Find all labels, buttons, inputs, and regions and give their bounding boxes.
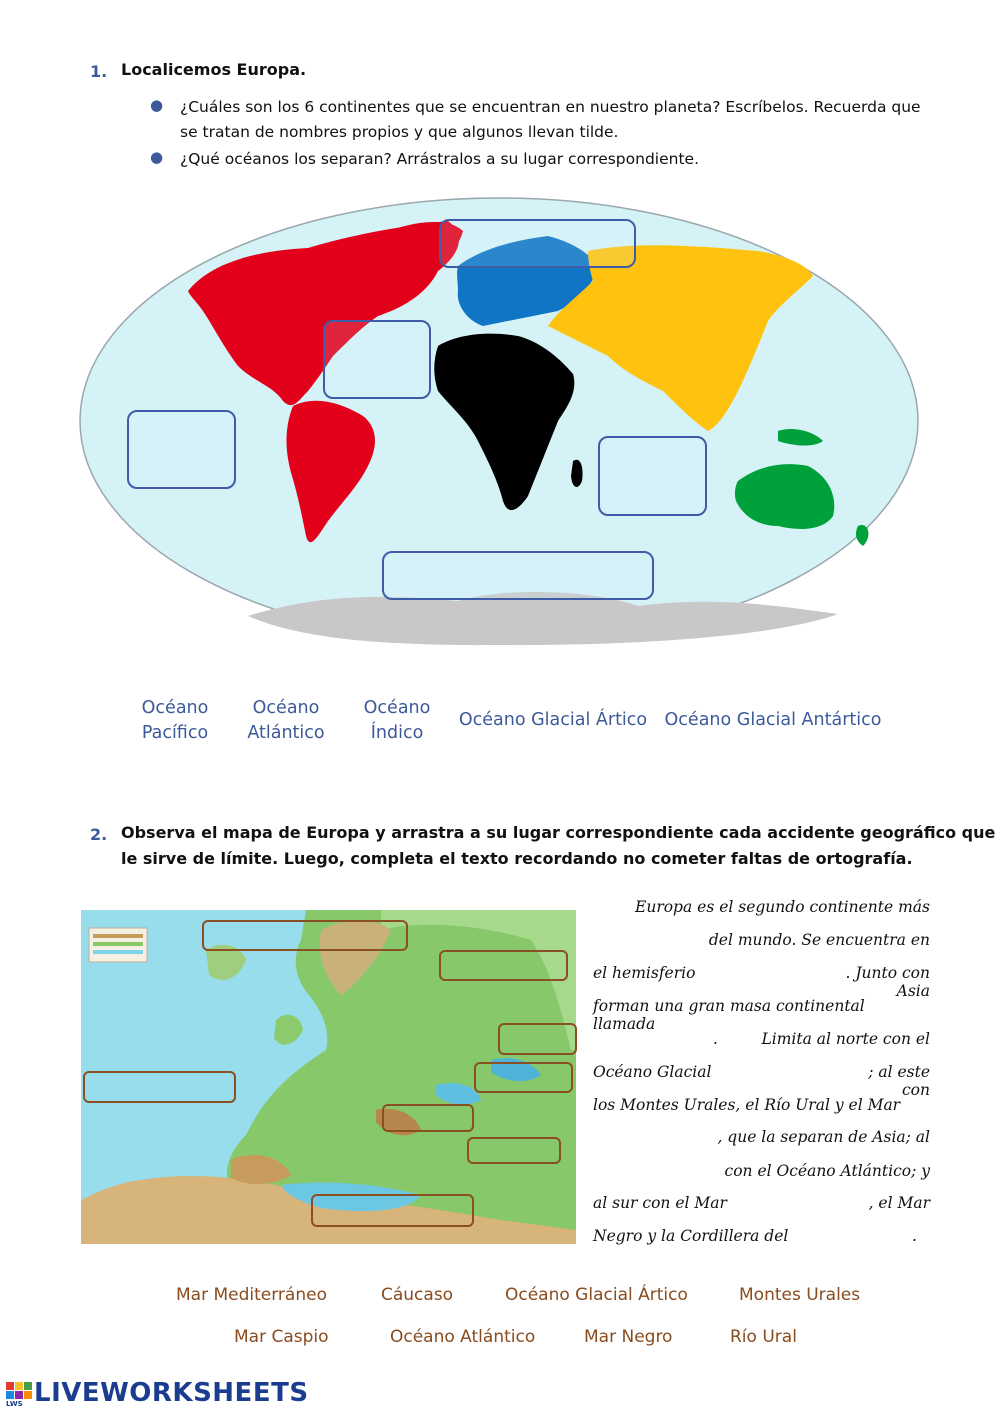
story-line-10a: al sur con el Mar — [593, 1194, 727, 1212]
story-line-3b: . Junto con Asia — [845, 964, 930, 1000]
word-line: Pacífico — [141, 723, 209, 743]
drop-zone-arctic[interactable] — [439, 219, 636, 268]
bullet-dot: ● — [150, 148, 164, 166]
new-zealand-shape — [856, 525, 868, 546]
blank-input-caspian[interactable] — [593, 1128, 715, 1152]
draggable-mar-mediterraneo[interactable]: Mar Mediterráneo — [176, 1285, 327, 1305]
draggable-rio-ural[interactable]: Río Ural — [730, 1327, 797, 1347]
draggable-ocean-glacial-artico[interactable]: Océano Glacial Ártico — [458, 710, 648, 730]
blank-input-supercontinent[interactable] — [593, 1030, 712, 1054]
story-line-2: del mundo. Se encuentra en — [708, 931, 930, 949]
draggable-ocean-atlantic[interactable] — [236, 696, 336, 746]
drop-zone-rio-ural[interactable] — [498, 1023, 577, 1055]
story-line-7: los Montes Urales, el Río Ural y el Mar — [593, 1096, 901, 1114]
word-line: Atlántico — [247, 723, 325, 743]
drop-zone-antarctic[interactable] — [382, 551, 654, 600]
question-number-1: 1. — [90, 62, 108, 81]
draggable-caucaso[interactable]: Cáucaso — [381, 1285, 454, 1305]
drop-zone-montes-urales[interactable] — [439, 950, 568, 981]
drop-zone-caucaso[interactable] — [467, 1137, 561, 1164]
drop-zone-mar-negro[interactable] — [382, 1104, 474, 1132]
question-title-2a: Observa el mapa de Europa y arrastra a su lugar correspondiente cada accidente geográfico que — [121, 823, 996, 842]
liveworksheets-logo-mark — [6, 1382, 32, 1408]
word-line: Océano — [252, 698, 320, 718]
madagascar-shape — [571, 460, 583, 487]
blank-input-size[interactable] — [600, 931, 716, 955]
draggable-ocean-indian[interactable] — [347, 696, 447, 746]
story-line-4: forman una gran masa continental llamada — [593, 997, 865, 1033]
drop-zone-indian[interactable] — [598, 436, 707, 516]
story-line-8: , que la separan de Asia; al — [717, 1128, 930, 1146]
story-line-6b: ; al este con — [868, 1063, 930, 1099]
question-title-1: Localicemos Europa. — [121, 60, 307, 79]
legend-swatch — [93, 950, 143, 954]
draggable-oceano-atlantico[interactable]: Océano Atlántico — [390, 1327, 536, 1347]
blank-input-caucasus[interactable] — [797, 1227, 911, 1251]
draggable-ocean-glacial-antartico[interactable]: Océano Glacial Antártico — [664, 710, 882, 730]
drop-zone-pacific[interactable] — [127, 410, 236, 489]
blank-input-hemisphere[interactable] — [692, 964, 808, 988]
draggable-montes-urales[interactable]: Montes Urales — [739, 1285, 861, 1305]
drop-zone-mar-caspio[interactable] — [474, 1062, 573, 1093]
story-line-11b: . — [912, 1227, 917, 1245]
blank-input-west[interactable] — [593, 1162, 722, 1186]
story-line-3a: el hemisferio — [593, 964, 696, 982]
legend-swatch — [93, 942, 143, 946]
draggable-oceano-glacial-artico[interactable]: Océano Glacial Ártico — [505, 1285, 688, 1305]
drop-zone-mediterraneo[interactable] — [311, 1194, 474, 1227]
draggable-ocean-pacific[interactable] — [125, 696, 225, 746]
story-line-1: Europa es el segundo continente más — [635, 898, 930, 916]
bullet-text-1a: ¿Cuáles son los 6 continentes que se encuentran en nuestro planeta? Escríbelos. Recuerda que — [180, 98, 921, 116]
word-line: Océano — [363, 698, 431, 718]
story-line-11a: Negro y la Cordillera del — [593, 1227, 789, 1245]
word-line: Índico — [370, 723, 424, 743]
drop-zone-atlantico[interactable] — [83, 1071, 236, 1103]
story-line-5b: Limita al norte con el — [761, 1030, 930, 1048]
bullet-text-2: ¿Qué océanos los separan? Arrástralos a su lugar correspondiente. — [180, 150, 700, 168]
story-line-10b: , el Mar — [868, 1194, 930, 1212]
question-title-2b: le sirve de límite. Luego, completa el texto recordando no cometer faltas de ortografía. — [121, 849, 913, 868]
question-number-2: 2. — [90, 825, 108, 844]
story-line-5a: . — [713, 1030, 718, 1048]
drop-zone-atlantic[interactable] — [323, 320, 431, 399]
liveworksheets-logo: LIVEWORKSHEETS — [34, 1378, 309, 1408]
word-line: Océano — [141, 698, 209, 718]
bullet-text-1b: se tratan de nombres propios y que algunos llevan tilde. — [180, 123, 619, 141]
draggable-mar-negro[interactable]: Mar Negro — [584, 1327, 673, 1347]
blank-input-mediterranean[interactable] — [735, 1194, 861, 1218]
logo-mark-text: LWS — [6, 1400, 23, 1408]
bullet-dot: ● — [150, 96, 164, 114]
story-line-9: con el Océano Atlántico; y — [724, 1162, 930, 1180]
drop-zone-glacial-artico[interactable] — [202, 920, 408, 951]
story-line-6a: Océano Glacial — [593, 1063, 712, 1081]
draggable-mar-caspio[interactable]: Mar Caspio — [234, 1327, 329, 1347]
blank-input-arctic[interactable] — [716, 1063, 838, 1087]
legend-swatch — [93, 934, 143, 938]
